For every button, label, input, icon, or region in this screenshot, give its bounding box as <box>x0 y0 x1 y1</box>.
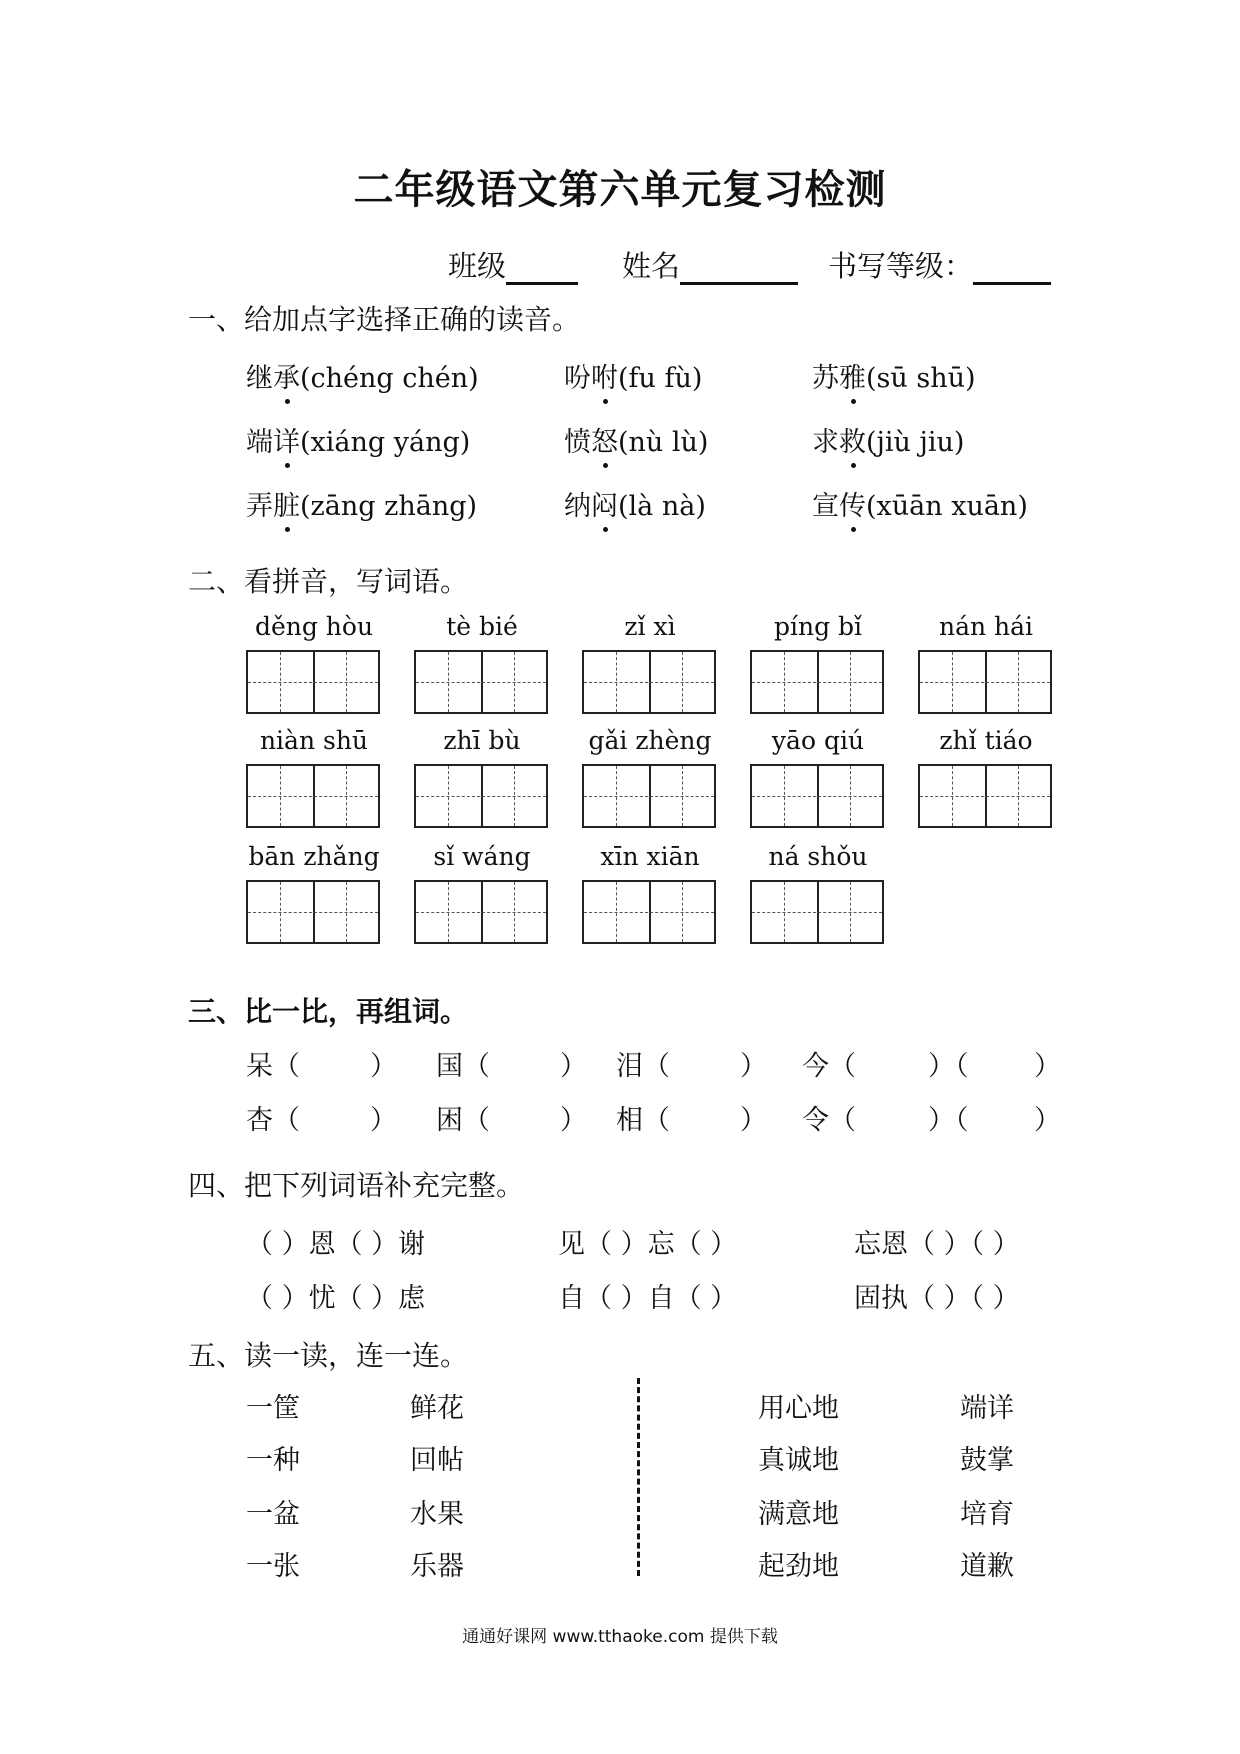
pinyin-label: děng hòu <box>254 612 374 641</box>
writing-grid[interactable] <box>414 764 548 828</box>
writing-grid[interactable] <box>246 880 380 944</box>
grade-label: 书写等级： <box>828 249 974 283</box>
match-word[interactable]: 培育 <box>960 1499 1014 1530</box>
word-blank[interactable]: ） <box>560 1105 587 1136</box>
writing-grid[interactable] <box>918 764 1052 828</box>
match-word[interactable]: 一盆 <box>246 1499 300 1530</box>
word-blank[interactable]: ） <box>740 1105 767 1136</box>
pinyin-label: yāo qiú <box>771 726 865 755</box>
match-word[interactable]: 鼓掌 <box>960 1445 1014 1476</box>
match-word[interactable]: 端详 <box>960 1393 1014 1424</box>
match-divider <box>637 1378 640 1576</box>
word-blank[interactable]: ） <box>1034 1105 1061 1136</box>
word-blank[interactable]: ） <box>370 1105 397 1136</box>
q1-item: 弄脏(zāng zhāng) <box>246 484 477 523</box>
name-blank[interactable] <box>680 252 798 285</box>
writing-grid[interactable] <box>246 650 380 714</box>
compare-char: 困（ <box>436 1105 490 1136</box>
writing-grid[interactable] <box>918 650 1052 714</box>
compare-char: 令（ <box>802 1105 856 1136</box>
pinyin-label: nán hái <box>938 612 1034 641</box>
complete-word-item[interactable]: 自（ ）自（ ） <box>558 1283 738 1314</box>
match-word[interactable]: 一种 <box>246 1445 300 1476</box>
section-2-heading: 二、看拼音，写词语。 <box>188 565 469 598</box>
writing-grid[interactable] <box>750 650 884 714</box>
pinyin-label: zhǐ tiáo <box>939 726 1033 755</box>
word-blank[interactable]: ）（ <box>928 1105 969 1136</box>
word-blank[interactable]: ） <box>740 1051 767 1082</box>
complete-word-item[interactable]: （ ）恩（ ）谢 <box>246 1229 426 1260</box>
word-blank[interactable]: ） <box>1034 1051 1061 1082</box>
writing-grid[interactable] <box>414 880 548 944</box>
match-word[interactable]: 水果 <box>410 1499 464 1530</box>
name-label: 姓名 <box>622 249 681 283</box>
section-3-heading: 三、比一比，再组词。 <box>188 995 469 1028</box>
match-word[interactable]: 回帖 <box>410 1445 464 1476</box>
pinyin-label: tè bié <box>446 612 518 641</box>
compare-char: 国（ <box>436 1051 490 1082</box>
q1-item: 求救(jiù jiu) <box>812 420 964 459</box>
q1-item: 纳闷(là nà) <box>564 484 706 523</box>
match-word[interactable]: 一筐 <box>246 1393 300 1424</box>
writing-grid[interactable] <box>750 880 884 944</box>
q1-item: 愤怒(nù lù) <box>564 420 708 459</box>
q1-item: 苏雅(sū shū) <box>812 356 976 395</box>
name-field <box>622 244 798 285</box>
complete-word-item[interactable]: 忘恩（ ）（ ） <box>854 1229 1020 1260</box>
pinyin-label: ná shǒu <box>768 842 868 871</box>
compare-char: 杏（ <box>246 1105 300 1136</box>
class-label: 班级 <box>448 249 507 283</box>
class-blank[interactable] <box>506 252 578 285</box>
page-title: 二年级语文第六单元复习检测 <box>353 167 887 213</box>
q1-item: 端详(xiáng yáng) <box>246 420 470 459</box>
compare-char: 相（ <box>616 1105 670 1136</box>
complete-word-item[interactable]: （ ）忧（ ）虑 <box>246 1283 426 1314</box>
q1-item: 宣传(xūān xuān) <box>812 484 1028 523</box>
word-blank[interactable]: ）（ <box>928 1051 969 1082</box>
pinyin-label: sǐ wáng <box>433 842 531 871</box>
pinyin-label: gǎi zhèng <box>588 726 712 755</box>
writing-grid[interactable] <box>414 650 548 714</box>
section-5-heading: 五、读一读，连一连。 <box>188 1339 469 1372</box>
match-word[interactable]: 用心地 <box>758 1393 839 1424</box>
pinyin-label: píng bǐ <box>773 612 863 641</box>
section-1-heading: 一、给加点字选择正确的读音。 <box>188 303 581 336</box>
word-blank[interactable]: ） <box>370 1051 397 1082</box>
pinyin-label: zǐ xì <box>624 612 676 641</box>
complete-word-item[interactable]: 固执（ ）（ ） <box>854 1283 1020 1314</box>
complete-word-item[interactable]: 见（ ）忘（ ） <box>558 1229 738 1260</box>
class-field <box>448 244 578 285</box>
pinyin-label: niàn shū <box>259 726 369 755</box>
q1-item: 吩咐(fu fù) <box>564 356 702 395</box>
match-word[interactable]: 满意地 <box>758 1499 839 1530</box>
match-word[interactable]: 真诚地 <box>758 1445 839 1476</box>
writing-grid[interactable] <box>582 880 716 944</box>
writing-grid[interactable] <box>246 764 380 828</box>
match-word[interactable]: 起劲地 <box>758 1551 839 1582</box>
compare-char: 泪（ <box>616 1051 670 1082</box>
pinyin-label: bān zhǎng <box>248 842 380 871</box>
grade-blank[interactable] <box>973 252 1051 285</box>
section-4-heading: 四、把下列词语补充完整。 <box>188 1169 525 1202</box>
writing-grid[interactable] <box>582 764 716 828</box>
match-word[interactable]: 一张 <box>246 1551 300 1582</box>
match-word[interactable]: 鲜花 <box>410 1393 464 1424</box>
grade-field <box>828 244 1051 285</box>
pinyin-label: xīn xiān <box>600 842 700 871</box>
compare-char: 呆（ <box>246 1051 300 1082</box>
writing-grid[interactable] <box>582 650 716 714</box>
footer-source: 通通好课网 www.tthaoke.com 提供下载 <box>462 1627 778 1647</box>
q1-item: 继承(chéng chén) <box>246 356 479 395</box>
pinyin-label: zhī bù <box>443 726 521 755</box>
match-word[interactable]: 乐器 <box>410 1551 464 1582</box>
match-word[interactable]: 道歉 <box>960 1551 1014 1582</box>
word-blank[interactable]: ） <box>560 1051 587 1082</box>
writing-grid[interactable] <box>750 764 884 828</box>
compare-char: 今（ <box>802 1051 856 1082</box>
